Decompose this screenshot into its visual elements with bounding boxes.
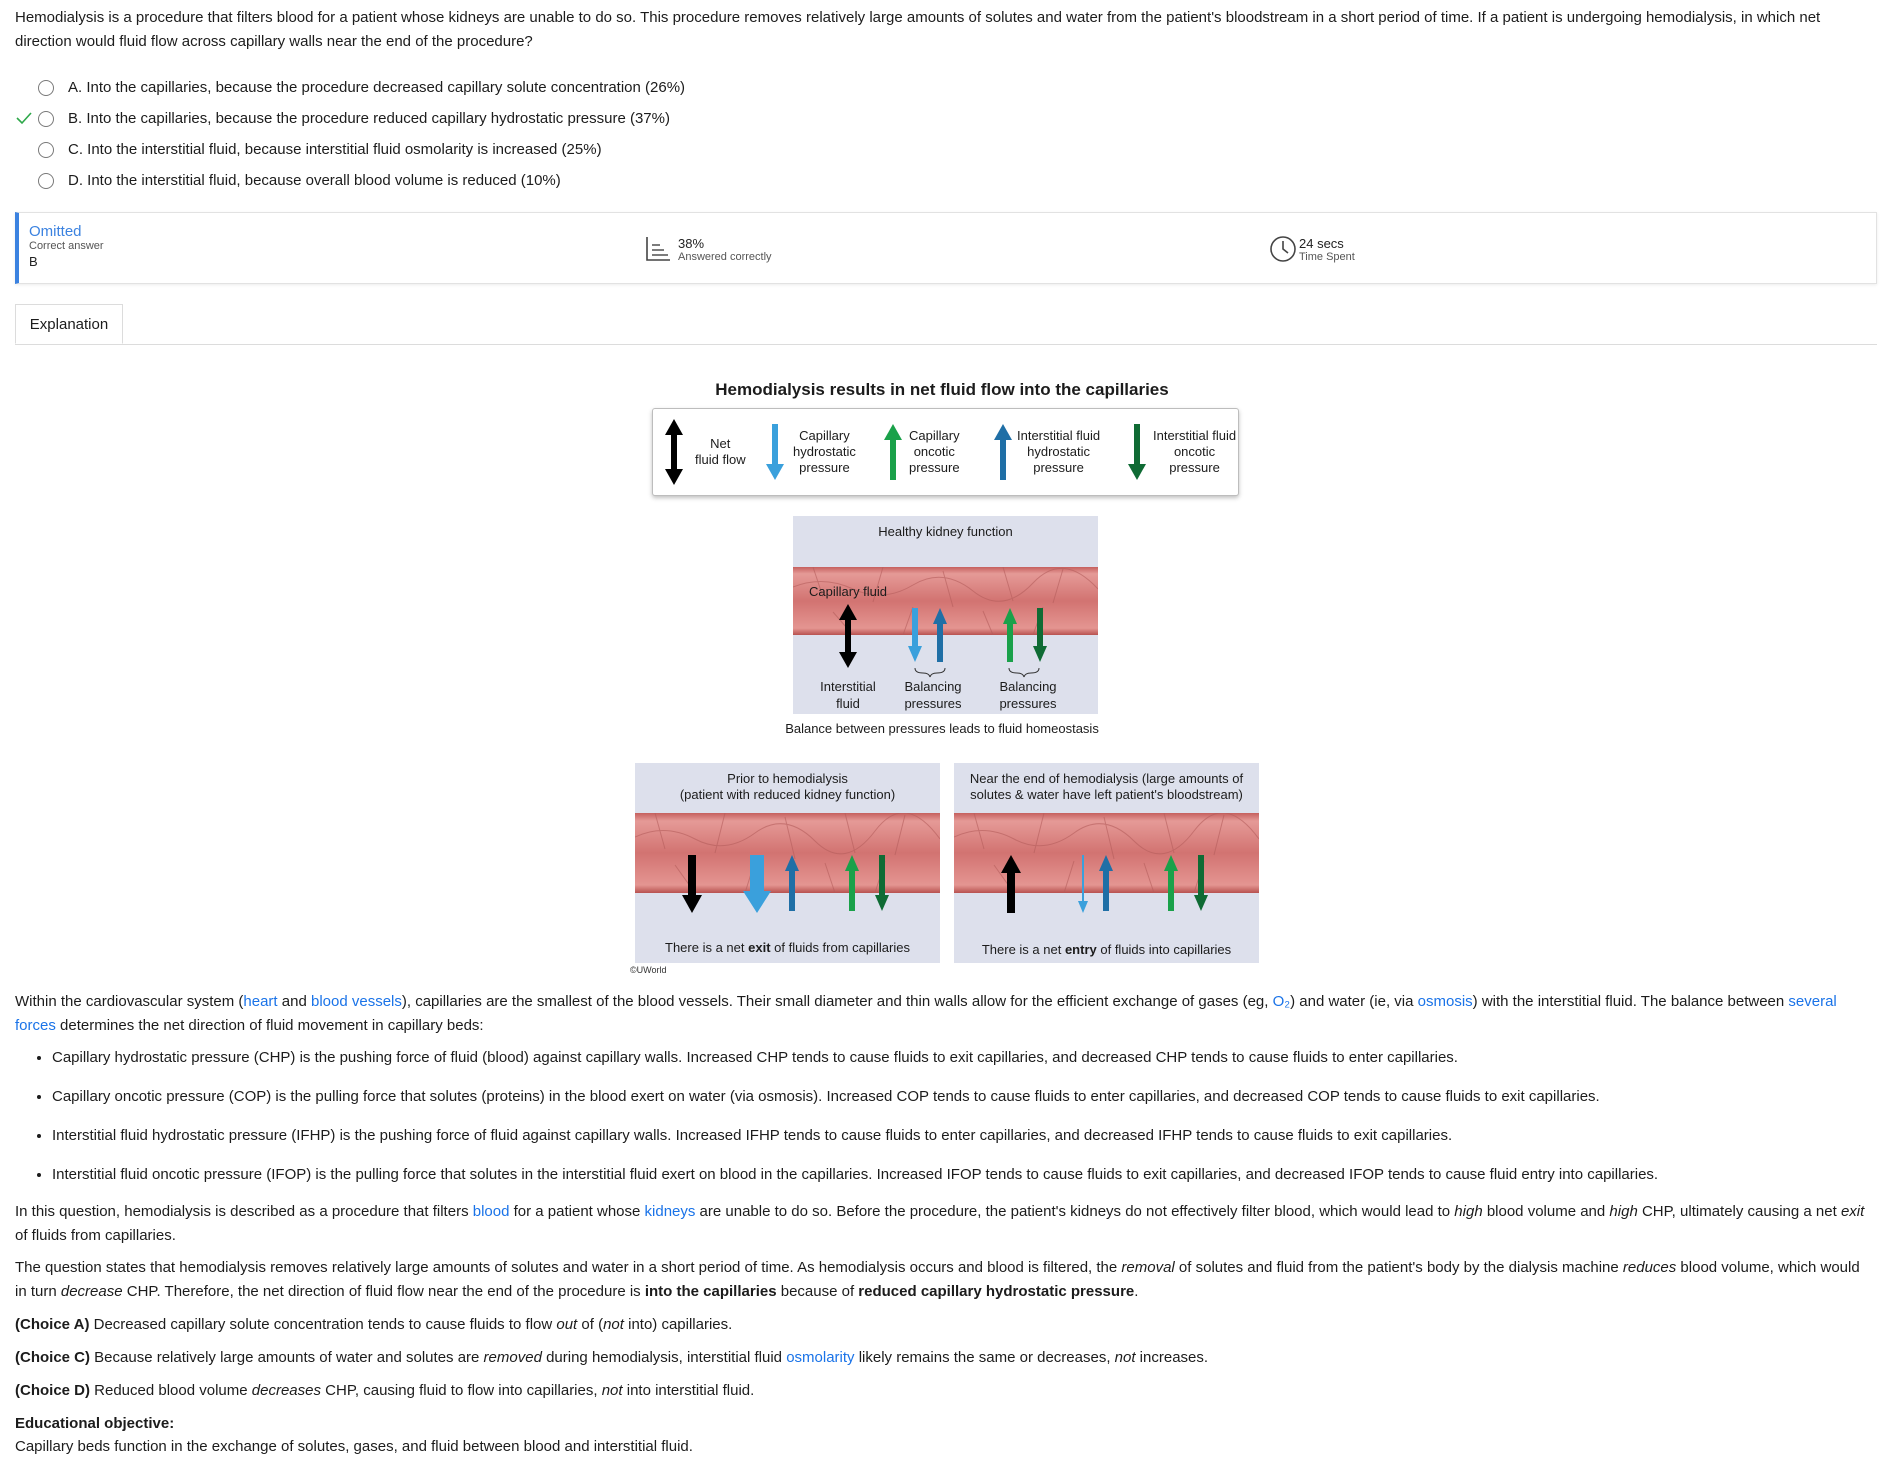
text: into interstitial fluid.: [622, 1382, 755, 1399]
explanation-bullets: [15, 1046, 1870, 1202]
time-block: [1269, 235, 1355, 263]
text: The question states that hemodialysis removes relatively large amounts of solutes and water in a short period of time. As hemodialysis occurs and blood is filtered, the: [15, 1259, 1122, 1276]
text: out: [556, 1316, 578, 1333]
capillary-fluid-label: Capillary fluid: [809, 584, 888, 599]
legend-ifop: [1127, 409, 1236, 495]
chp-arrow: [908, 608, 922, 662]
text: not: [601, 1382, 623, 1399]
text: exit: [1840, 1203, 1865, 1220]
text: ), capillaries are the smallest of the blood vessels. Their small diameter and thin walls allow for the efficient exchange of gases (eg,: [401, 993, 1273, 1010]
text: into) capillaries.: [623, 1316, 733, 1333]
text: and: [277, 993, 311, 1010]
interstitial-fluid-label: Interstitial fluid: [820, 679, 876, 711]
text: of fluids from capillaries.: [15, 1227, 176, 1244]
radio-a[interactable]: [38, 80, 54, 96]
list-item: • Interstitial fluid hydrostatic pressure (IFHP) is the pushing force of fluid against capillary walls. Increased IFHP tends to cause fluids to enter capillaries, and decreased IFHP tends to cause fluids to exit capillaries.: [52, 1124, 1870, 1148]
text: reduced capillary hydrostatic pressure: [858, 1283, 1135, 1300]
link-kidneys[interactable]: kidneys: [644, 1203, 696, 1220]
status-omitted: Omitted: [29, 223, 82, 240]
caption-text: of fluids from capillaries: [770, 940, 910, 955]
double-arrow-icon: [663, 417, 685, 487]
text: CHP, ultimately causing a net: [1637, 1203, 1841, 1220]
choice-d-explanation: [15, 1379, 1870, 1403]
legend-ifop-label: Interstitial fluid oncotic pressure: [1153, 428, 1237, 475]
figure-title: Hemodialysis results in net fluid flow into the capillaries: [715, 380, 1169, 399]
text: high: [1609, 1203, 1638, 1220]
choice-label: (Choice C): [15, 1349, 90, 1366]
radio-b[interactable]: [38, 111, 54, 127]
text: increases.: [1135, 1349, 1209, 1366]
text: of (: [577, 1316, 604, 1333]
choice-c-explanation: [15, 1346, 1870, 1370]
caption-text: of fluids into capillaries: [1096, 942, 1232, 957]
link-o2[interactable]: O₂: [1272, 993, 1291, 1010]
text: removal: [1121, 1259, 1175, 1276]
cop-arrow: [1003, 608, 1017, 662]
choice-c-text: C. Into the interstitial fluid, because interstitial fluid osmolarity is increased (25%): [68, 141, 602, 158]
link-osmolarity[interactable]: osmolarity: [786, 1349, 855, 1366]
near-end-title: Near the end of hemodialysis (large amounts of solutes & water have left patient's bloodstream): [969, 771, 1244, 802]
legend-cop-label: Capillary oncotic pressure: [909, 428, 960, 475]
link-several-forces[interactable]: several forces: [15, 993, 1837, 1034]
copyright-label: ©UWorld: [630, 965, 667, 975]
percent-block: [644, 235, 772, 263]
bar-chart-icon: [644, 235, 672, 263]
text: blood volume, which would in turn: [15, 1259, 1860, 1300]
answer-choices: [15, 72, 685, 196]
text: Decreased capillary solute concentration tends to cause fluids to flow: [89, 1316, 557, 1333]
caption-text: There is a net: [981, 942, 1065, 957]
text: CHP. Therefore, the net direction of fluid flow near the end of the procedure is: [122, 1283, 645, 1300]
down-arrow-icon: [765, 422, 785, 482]
educational-objective-text: Capillary beds function in the exchange of solutes, gases, and fluid between blood and interstitial fluid.: [15, 1438, 693, 1455]
legend-cop: [883, 409, 960, 495]
text: In this question, hemodialysis is described as a procedure that filters: [15, 1203, 473, 1220]
percent-label: Answered correctly: [678, 250, 772, 263]
legend-ifhp-label: Interstitial fluid hydrostatic pressure: [1017, 428, 1101, 475]
text: ) and water (ie, via: [1290, 993, 1418, 1010]
healthy-caption: Balance between pressures leads to fluid homeostasis: [785, 721, 1099, 736]
text: Reduced blood volume: [90, 1382, 252, 1399]
balancing-pressures-label-1: Balancing pressures: [904, 679, 962, 711]
explanation-paragraph-2: [15, 1200, 1870, 1248]
net-exit-arrow: [682, 855, 702, 913]
chp-small-arrow: [1078, 855, 1088, 913]
choice-a-explanation: [15, 1313, 1870, 1337]
educational-objective-title: Educational objective:: [15, 1415, 175, 1432]
text: Within the cardiovascular system (: [15, 993, 244, 1010]
healthy-panel: [793, 516, 1098, 714]
legend-net: [663, 409, 746, 495]
caption-bold: entry: [1064, 942, 1097, 957]
radio-c[interactable]: [38, 142, 54, 158]
text: high: [1454, 1203, 1483, 1220]
link-blood[interactable]: blood: [472, 1203, 510, 1220]
time-label: Time Spent: [1299, 250, 1355, 263]
choice-label: (Choice D): [15, 1382, 90, 1399]
choice-b-text: B. Into the capillaries, because the procedure reduced capillary hydrostatic pressure (37%): [68, 110, 670, 127]
text: blood volume and: [1482, 1203, 1610, 1220]
choice-d[interactable]: [15, 165, 685, 196]
cop-arrow: [845, 855, 859, 911]
choice-b[interactable]: [15, 103, 685, 134]
text: are unable to do so. Before the procedure, the patient's kidneys do not effectively filter blood, which would lead to: [695, 1203, 1455, 1220]
text: not: [603, 1316, 624, 1333]
text: during hemodialysis, interstitial fluid: [541, 1349, 787, 1366]
up-arrow-icon: [883, 422, 903, 482]
brace-icons: [913, 666, 1053, 678]
net-flow-double-arrow: [837, 603, 859, 669]
ifop-arrow: [875, 855, 889, 911]
figure-legend: [652, 408, 1239, 496]
text: reduces: [1622, 1259, 1677, 1276]
text: not: [1114, 1349, 1136, 1366]
ifhp-arrow: [1099, 855, 1113, 911]
choice-d-text: D. Into the interstitial fluid, because overall blood volume is reduced (10%): [68, 172, 561, 189]
ifop-arrow: [1033, 608, 1047, 662]
link-blood-vessels[interactable]: blood vessels: [310, 993, 402, 1010]
percent-value: 38%: [678, 235, 705, 251]
legend-chp-label: Capillary hydrostatic pressure: [793, 428, 856, 475]
text: decreases: [251, 1382, 321, 1399]
text: .: [1134, 1283, 1139, 1300]
tab-bar: [15, 304, 1877, 345]
net-entry-arrow: [1001, 855, 1021, 913]
ifhp-arrow: [933, 608, 947, 662]
text: likely remains the same or decreases,: [854, 1349, 1115, 1366]
text: into the capillaries: [644, 1283, 777, 1300]
list-item: • Capillary hydrostatic pressure (CHP) is the pushing force of fluid (blood) against capillary walls. Increased CHP tends to cause fluids to exit capillaries, and decreased CHP tends to cause fluids to enter capillaries.: [52, 1046, 1870, 1070]
prior-title: Prior to hemodialysis (patient with reduced kidney function): [679, 771, 896, 802]
clock-icon: [1269, 235, 1297, 263]
radio-d[interactable]: [38, 173, 54, 189]
explanation-paragraph-1: [15, 990, 1870, 1038]
cop-arrow: [1164, 855, 1178, 911]
choice-label: (Choice A): [15, 1316, 90, 1333]
text: determines the net direction of fluid movement in capillary beds:: [55, 1017, 484, 1034]
correct-answer-label: Correct answer: [29, 240, 104, 252]
near-end-hemodialysis-panel: [954, 763, 1259, 963]
list-item: • Interstitial fluid oncotic pressure (IFOP) is the pulling force that solutes in the interstitial fluid exert on blood in the capillaries. Increased IFOP tends to cause fluids to exit capillaries, and decreased IFOP tends to cause fluid entry into capillaries.: [52, 1163, 1870, 1187]
text: for a patient whose: [509, 1203, 645, 1220]
correct-answer-value: B: [29, 254, 38, 269]
chp-large-arrow: [743, 855, 771, 913]
ifop-arrow: [1194, 855, 1208, 911]
text: Because relatively large amounts of water and solutes are: [90, 1349, 484, 1366]
correct-check-icon: [15, 109, 33, 127]
choice-c[interactable]: [15, 134, 685, 165]
text: removed: [483, 1349, 542, 1366]
time-value: 24 secs: [1299, 235, 1344, 251]
choice-a-text: A. Into the capillaries, because the procedure decreased capillary solute concentration (26%): [68, 79, 686, 96]
down-arrow-icon: [1127, 422, 1147, 482]
text: because of: [776, 1283, 859, 1300]
ifhp-arrow: [785, 855, 799, 911]
link-osmosis[interactable]: osmosis: [1417, 993, 1473, 1010]
choice-a[interactable]: [15, 72, 685, 103]
tab-explanation[interactable]: Explanation: [15, 304, 123, 344]
text: ) with the interstitial fluid. The balance between: [1472, 993, 1789, 1010]
link-heart[interactable]: heart: [243, 993, 278, 1010]
status-block: [29, 223, 104, 269]
legend-chp: [765, 409, 856, 495]
caption-bold: exit: [748, 940, 771, 955]
legend-ifhp: [993, 409, 1100, 495]
text: of solutes and fluid from the patient's body by the dialysis machine: [1174, 1259, 1623, 1276]
text: decrease: [60, 1283, 123, 1300]
question-stem: Hemodialysis is a procedure that filters blood for a patient whose kidneys are unable to do so. This procedure removes relatively large amounts of solutes and water from the patient's bloodstream in a short period of time. If a patient is undergoing hemodialysis, in which net direction would fluid flow across capillary walls near the end of the procedure?: [15, 9, 1821, 50]
legend-net-label: Net fluid flow: [695, 436, 746, 467]
balancing-pressures-label-2: Balancing pressures: [999, 679, 1057, 711]
caption-text: There is a net: [665, 940, 749, 955]
up-arrow-icon: [993, 422, 1013, 482]
text: CHP, causing fluid to flow into capillaries,: [321, 1382, 602, 1399]
near-end-caption: [954, 942, 1259, 957]
healthy-title: Healthy kidney function: [878, 524, 1013, 539]
prior-hemodialysis-panel: [635, 763, 940, 963]
list-item: • Capillary oncotic pressure (COP) is the pulling force that solutes (proteins) in the blood exert on water (via osmosis). Increased COP tends to cause fluids to enter capillaries, and decreased COP tends to cause fluids to exit capillaries.: [52, 1085, 1870, 1109]
explanation-paragraph-3: [15, 1256, 1870, 1304]
result-stats-bar: [15, 212, 1877, 284]
prior-caption: [635, 940, 940, 955]
